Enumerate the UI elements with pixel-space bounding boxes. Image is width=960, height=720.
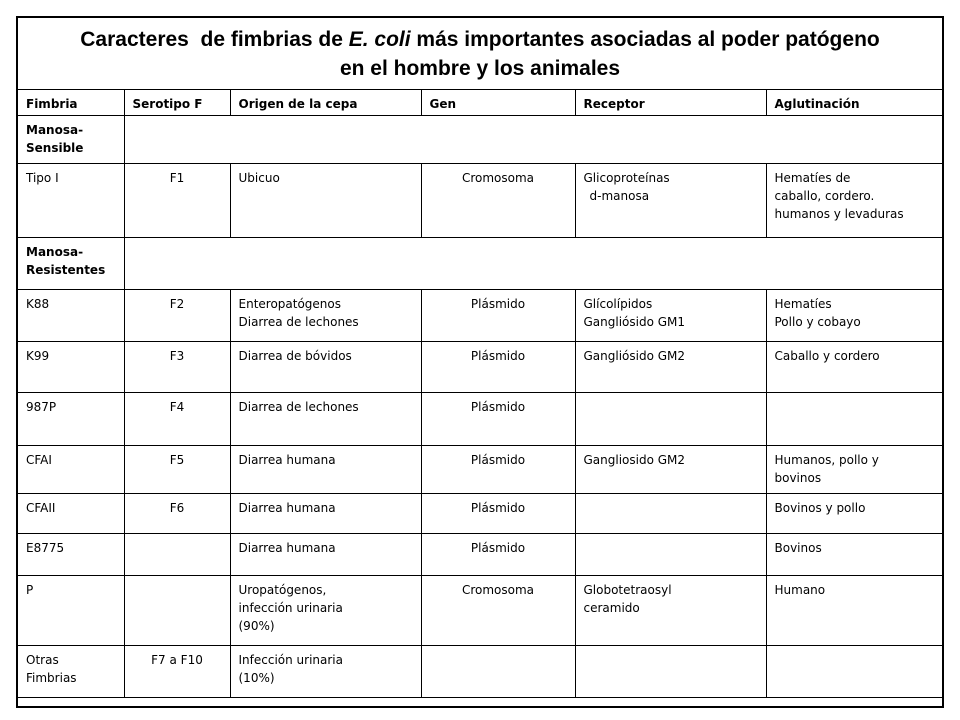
slide-frame — [16, 16, 944, 708]
header-fimbria: Fimbria — [18, 90, 124, 116]
cell-receptor: Gangliosido GM2 — [575, 446, 766, 494]
table-row-tipo-i — [18, 164, 942, 238]
cell-origen: Diarrea humana — [230, 494, 421, 534]
table-row-987p — [18, 393, 942, 446]
cell-origen: Diarrea humana — [230, 446, 421, 494]
fimbrias-table — [18, 90, 942, 698]
cell-gen: Plásmido — [421, 446, 575, 494]
cell-receptor — [575, 494, 766, 534]
table-row-p — [18, 576, 942, 646]
cell-aglutinacion: Hematíes Pollo y cobayo — [766, 290, 942, 342]
cell-aglutinacion: Hematíes de caballo, cordero. humanos y levaduras — [766, 164, 942, 238]
cell-fimbria: Tipo I — [18, 164, 124, 238]
cell-aglutinacion — [766, 646, 942, 698]
cell-receptor: Glicoproteínas d-manosa — [575, 164, 766, 238]
cell-receptor — [575, 393, 766, 446]
cell-gen: Cromosoma — [421, 164, 575, 238]
cell-gen: Plásmido — [421, 494, 575, 534]
cell-receptor — [575, 646, 766, 698]
title-line-2: en el hombre y los animales — [339, 56, 621, 80]
cell-serotipo: F2 — [124, 290, 230, 342]
header-aglutinacion: Aglutinación — [766, 90, 942, 116]
table-row-e8775 — [18, 534, 942, 576]
cell-gen: Plásmido — [421, 534, 575, 576]
cell-serotipo — [124, 576, 230, 646]
cell-serotipo: F3 — [124, 342, 230, 393]
header-gen: Gen — [421, 90, 575, 116]
cell-aglutinacion: Bovinos y pollo — [766, 494, 942, 534]
cell-gen: Plásmido — [421, 393, 575, 446]
group-label: Manosa- Resistentes — [18, 238, 124, 290]
cell-gen: Plásmido — [421, 342, 575, 393]
cell-gen: Plásmido — [421, 290, 575, 342]
header-receptor: Receptor — [575, 90, 766, 116]
table-row-cfai — [18, 446, 942, 494]
cell-serotipo: F7 a F10 — [124, 646, 230, 698]
group-row-manosa-resistentes — [18, 238, 942, 290]
group-label: Manosa- Sensible — [18, 116, 124, 164]
cell-fimbria: 987P — [18, 393, 124, 446]
table-header-row — [18, 90, 942, 116]
cell-serotipo: F5 — [124, 446, 230, 494]
cell-aglutinacion — [766, 393, 942, 446]
table-row-k88 — [18, 290, 942, 342]
cell-receptor — [575, 534, 766, 576]
cell-receptor: Gangliósido GM2 — [575, 342, 766, 393]
cell-origen: Diarrea humana — [230, 534, 421, 576]
cell-origen: Diarrea de lechones — [230, 393, 421, 446]
cell-fimbria: CFAI — [18, 446, 124, 494]
table-row-k99 — [18, 342, 942, 393]
cell-aglutinacion: Bovinos — [766, 534, 942, 576]
cell-origen: Ubicuo — [230, 164, 421, 238]
cell-serotipo: F4 — [124, 393, 230, 446]
title-line-1: Caracteres de fimbrias de E. coli más importantes asociadas al poder patógeno — [80, 27, 880, 51]
group-empty-cell — [124, 238, 942, 290]
cell-gen: Cromosoma — [421, 576, 575, 646]
cell-fimbria: P — [18, 576, 124, 646]
cell-origen: Uropatógenos, infección urinaria (90%) — [230, 576, 421, 646]
header-origen: Origen de la cepa — [230, 90, 421, 116]
group-row-manosa-sensible — [18, 116, 942, 164]
cell-fimbria: K99 — [18, 342, 124, 393]
cell-origen: Enteropatógenos Diarrea de lechones — [230, 290, 421, 342]
cell-fimbria: E8775 — [18, 534, 124, 576]
header-serotipo: Serotipo F — [124, 90, 230, 116]
cell-origen: Diarrea de bóvidos — [230, 342, 421, 393]
cell-gen — [421, 646, 575, 698]
cell-fimbria: Otras Fimbrias — [18, 646, 124, 698]
cell-aglutinacion: Humanos, pollo y bovinos — [766, 446, 942, 494]
cell-fimbria: CFAII — [18, 494, 124, 534]
cell-aglutinacion: Caballo y cordero — [766, 342, 942, 393]
table-row-cfaii — [18, 494, 942, 534]
cell-fimbria: K88 — [18, 290, 124, 342]
cell-aglutinacion: Humano — [766, 576, 942, 646]
cell-receptor: Glícolípidos Gangliósido GM1 — [575, 290, 766, 342]
cell-serotipo: F6 — [124, 494, 230, 534]
group-empty-cell — [124, 116, 942, 164]
cell-serotipo: F1 — [124, 164, 230, 238]
table-row-otras-fimbrias — [18, 646, 942, 698]
cell-receptor: Globotetraosyl ceramido — [575, 576, 766, 646]
cell-serotipo — [124, 534, 230, 576]
title-italic-ecoli: E. coli — [348, 27, 411, 51]
cell-origen: Infección urinaria (10%) — [230, 646, 421, 698]
slide-title — [18, 18, 942, 90]
